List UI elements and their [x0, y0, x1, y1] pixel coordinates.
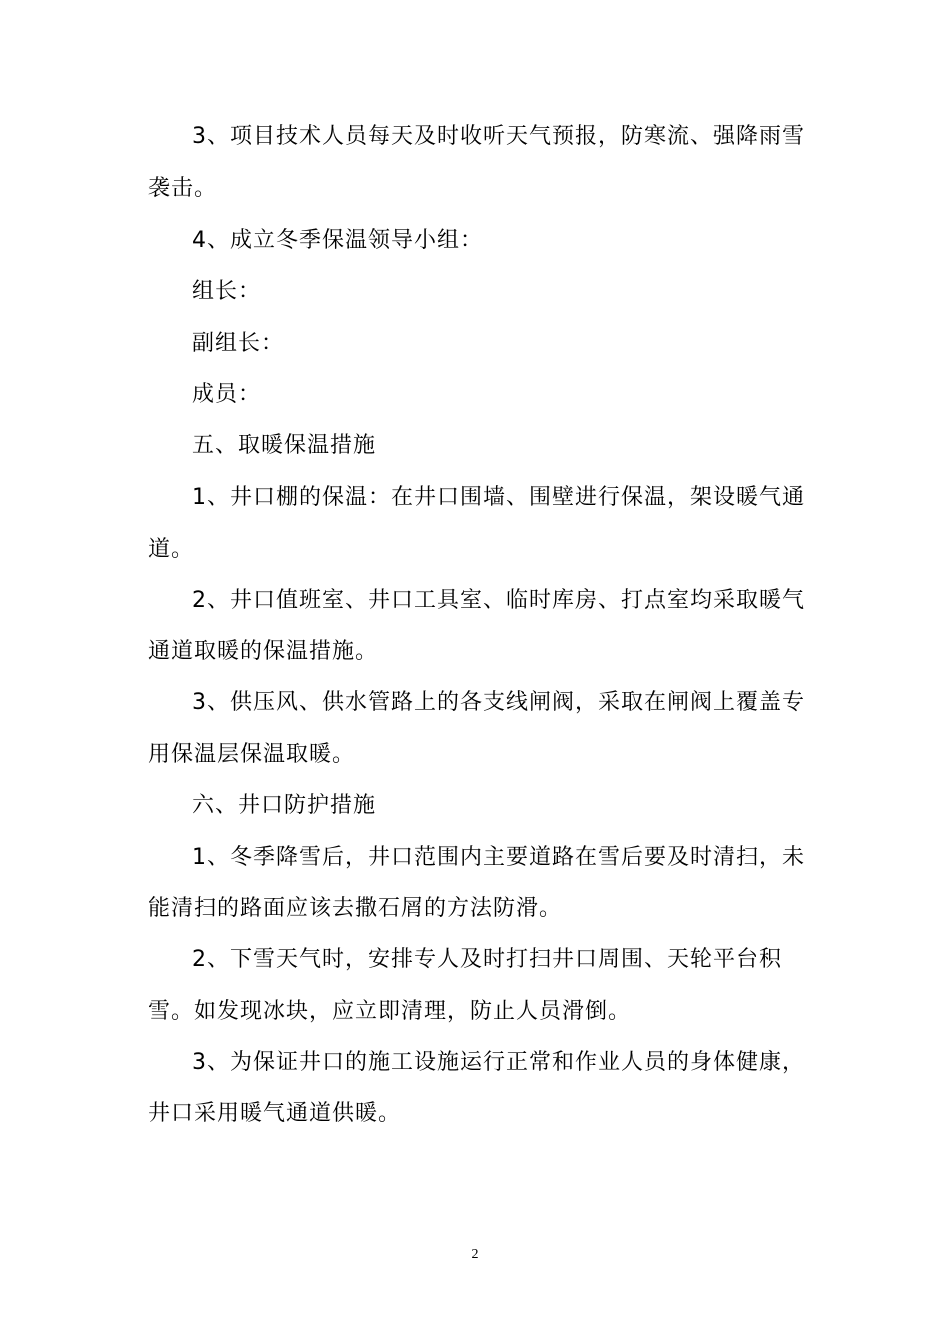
paragraph-line: 副组长： — [192, 331, 285, 356]
paragraph-line: 4、成立冬季保温领导小组： — [192, 228, 483, 253]
paragraph-line: 成员： — [192, 382, 262, 407]
page-number: 2 — [471, 1247, 479, 1262]
paragraph-line: 通道取暖的保温措施。 — [148, 639, 379, 664]
paragraph-line: 1、冬季降雪后，井口范围内主要道路在雪后要及时清扫，未 — [192, 845, 805, 870]
paragraph-line: 3、为保证井口的施工设施运行正常和作业人员的身体健康， — [192, 1050, 805, 1075]
paragraph-line: 3、项目技术人员每天及时收听天气预报，防寒流、强降雨雪 — [192, 124, 805, 149]
section-heading: 六、井口防护措施 — [192, 793, 377, 818]
paragraph-line: 井口采用暖气通道供暖。 — [148, 1101, 402, 1126]
paragraph-line: 2、下雪天气时，安排专人及时打扫井口周围、天轮平台积 — [192, 947, 782, 972]
paragraph-line: 组长： — [192, 279, 262, 304]
paragraph-line: 雪。如发现冰块，应立即清理，防止人员滑倒。 — [148, 999, 632, 1024]
paragraph-line: 2、井口值班室、井口工具室、临时库房、打点室均采取暖气 — [192, 588, 805, 613]
paragraph-line: 3、供压风、供水管路上的各支线闸阀，采取在闸阀上覆盖专 — [192, 690, 805, 715]
paragraph-line: 用保温层保温取暖。 — [148, 742, 356, 767]
paragraph-line: 1、井口棚的保温：在井口围墙、围壁进行保温，架设暖气通 — [192, 485, 805, 510]
paragraph-line: 道。 — [148, 537, 195, 562]
section-heading: 五、取暖保温措施 — [192, 433, 377, 458]
paragraph-line: 袭击。 — [148, 176, 218, 201]
paragraph-line: 能清扫的路面应该去撒石屑的方法防滑。 — [148, 896, 563, 921]
